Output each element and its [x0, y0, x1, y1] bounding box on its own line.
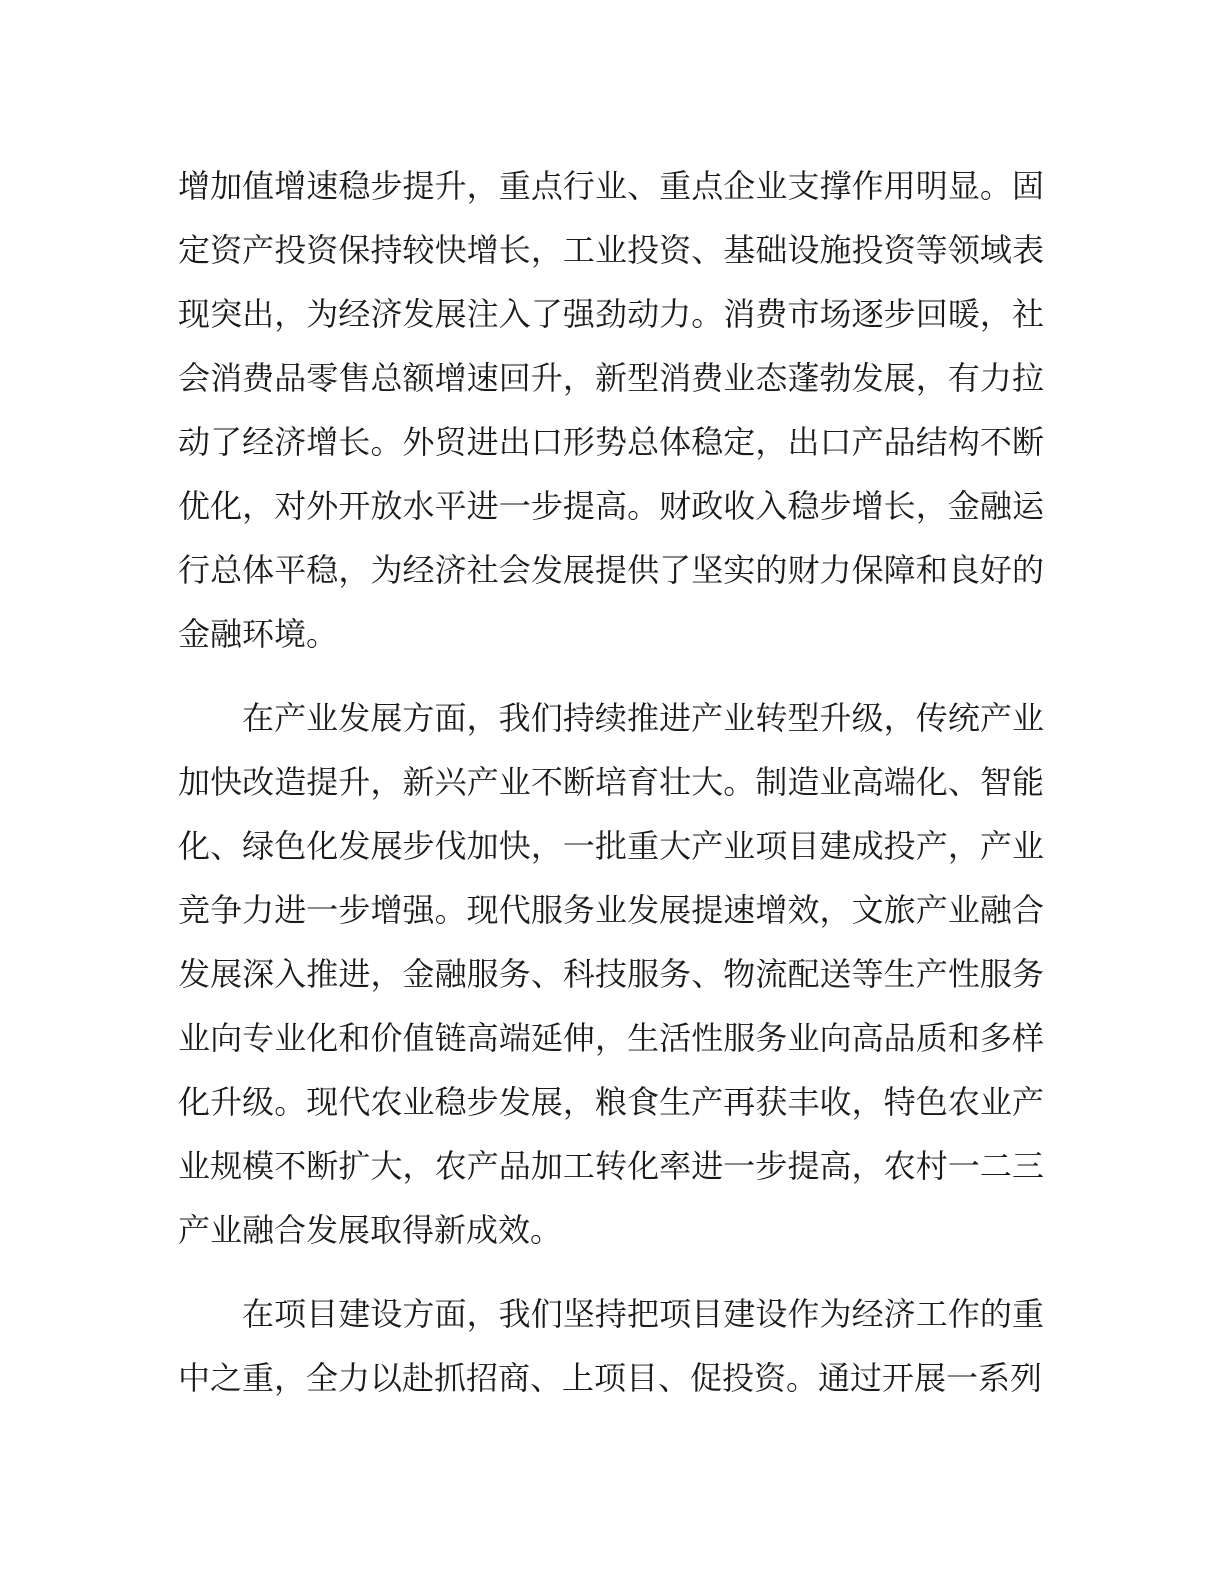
paragraph-industry-development: 在产业发展方面，我们持续推进产业转型升级，传统产业加快改造提升，新兴产业不断培育壮大。制造业高端化、智能化、绿色化发展步伐加快，一批重大产业项目建成投产，产业竞争力进一步增强。现代服务业发展提速增效，文旅产业融合发展深入推进，金融服务、科技服务、物流配送等生产性服务业向专业化和价值链高端延伸，生活性服务业向高品质和多样化升级。现代农业稳步发展，粮食生产再获丰收，特色农业产业规模不断扩大，农产品加工转化率进一步提高，农村一二三产业融合发展取得新成效。 [178, 700, 1044, 1248]
paragraph-project-construction: 在项目建设方面，我们坚持把项目建设作为经济工作的重中之重，全力以赴抓招商、上项目、促投资。通过开展一系列 [178, 1296, 1044, 1396]
document-body [178, 154, 1044, 1410]
paragraph-economy-overview: 增加值增速稳步提升，重点行业、重点企业支撑作用明显。固定资产投资保持较快增长，工业投资、基础设施投资等领域表现突出，为经济发展注入了强劲动力。消费市场逐步回暖，社会消费品零售总额增速回升，新型消费业态蓬勃发展，有力拉动了经济增长。外贸进出口形势总体稳定，出口产品结构不断优化，对外开放水平进一步提高。财政收入稳步增长，金融运行总体平稳，为经济社会发展提供了坚实的财力保障和良好的金融环境。 [178, 168, 1044, 652]
